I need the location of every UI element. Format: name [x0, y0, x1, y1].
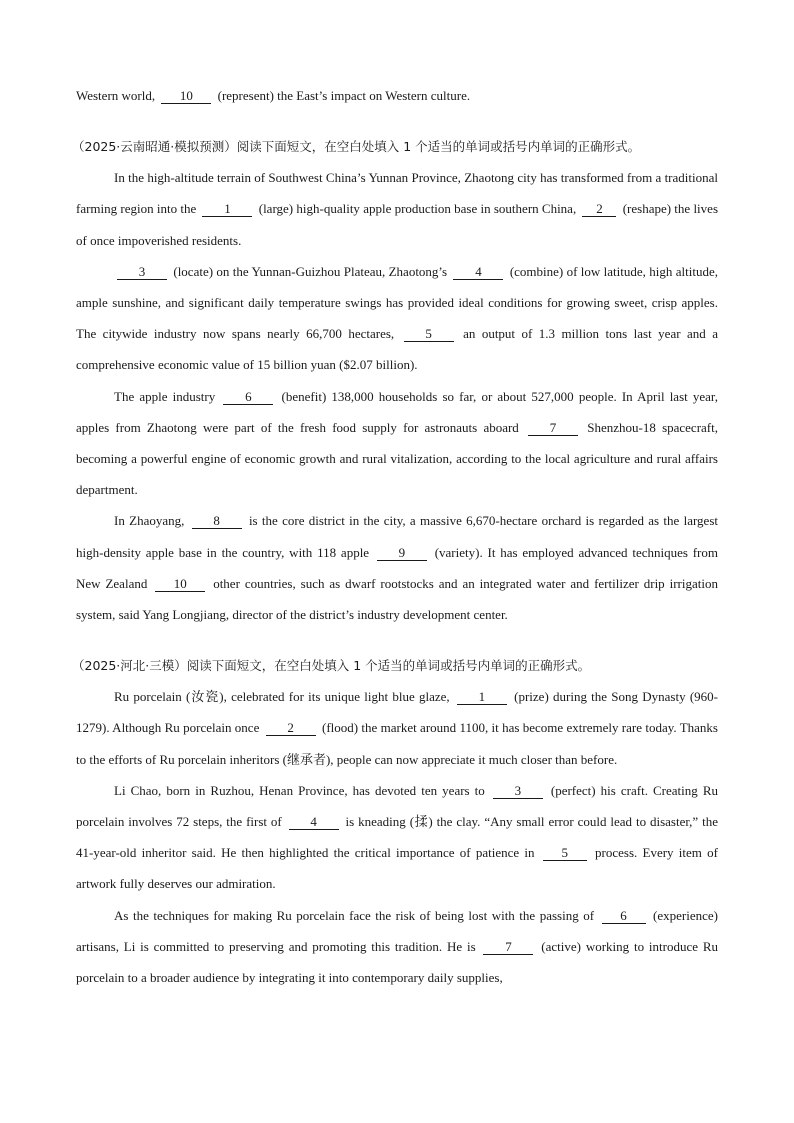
text-segment: is kneading (揉) the clay. “Any small error could lead to disaster,” the 41-year-old inheritor said. He then highlighted the critical importance of patience in [76, 814, 718, 861]
text-segment: is the core district in the city, a massive 6,670-hectare orchard is regarded as the largest high-density apple base in the country, with 118 apple [76, 513, 719, 560]
answer-blank-3[interactable]: 3 [117, 265, 167, 280]
section-heading: （2025·河北·三模）阅读下面短文，在空白处填入 1 个适当的单词或括号内单词的正确形式。 [72, 658, 591, 674]
text-segment: (variety). It has employed advanced techniques from New Zealand [76, 544, 719, 591]
passage-paragraph [76, 900, 718, 994]
passage-paragraph [76, 681, 718, 775]
text-segment: Western world, [76, 88, 159, 103]
answer-blank-10[interactable]: 10 [161, 89, 211, 104]
answer-blank-7[interactable]: 7 [483, 940, 533, 955]
answer-blank-9[interactable]: 9 [377, 546, 427, 561]
answer-blank-4[interactable]: 4 [289, 815, 339, 830]
text-segment: (active) working to introduce Ru porcelain to a broader audience by integrating it into contemporary daily supplies, [76, 938, 718, 986]
answer-blank-5[interactable]: 5 [404, 327, 454, 342]
text-segment: In the high-altitude terrain of Southwest China’s Yunnan Province, Zhaotong city has transformed from a traditional farming region into the [76, 170, 718, 217]
passage-paragraph [76, 381, 718, 506]
text-segment: (represent) the East’s impact on Western culture. [214, 88, 471, 103]
carryover-line [76, 80, 718, 111]
answer-blank-6[interactable]: 6 [602, 909, 646, 924]
passage-paragraph [76, 162, 718, 256]
answer-blank-4[interactable]: 4 [453, 265, 503, 280]
section-heading: （2025·云南昭通·模拟预测）阅读下面短文，在空白处填入 1 个适当的单词或括号内单词的正确形式。 [72, 139, 641, 155]
answer-blank-2[interactable]: 2 [266, 721, 316, 736]
passage-paragraph [76, 505, 718, 630]
text-segment: process. Every item of artwork fully deserves our admiration. [76, 845, 718, 892]
text-segment: (locate) on the Yunnan-Guizhou Plateau, Zhaotong’s [170, 263, 451, 279]
answer-blank-10[interactable]: 10 [155, 577, 205, 592]
text-segment: (flood) the market around 1100, it has become extremely rare today. Thanks to the efforts of Ru porcelain inheritors (继承者), people can now appreciate it much closer than before. [76, 720, 718, 767]
text-segment: Li Chao, born in Ruzhou, Henan Province, has devoted ten years to [114, 782, 490, 798]
answer-blank-5[interactable]: 5 [543, 846, 587, 861]
text-segment: (prize) during the Song Dynasty (960-1279). Although Ru porcelain once [76, 689, 718, 736]
text-segment: (benefit) 138,000 households so far, or about 527,000 people. In April last year, apples from Zhaotong were part of the fresh food supply for astronauts aboard [76, 388, 718, 435]
text-segment: The apple industry [114, 388, 221, 404]
text-segment: (experience) artisans, Li is committed to preserving and promoting this tradition. He is [76, 907, 719, 954]
answer-blank-8[interactable]: 8 [192, 514, 242, 529]
text-segment: As the techniques for making Ru porcelain face the risk of being lost with the passing of [114, 907, 599, 923]
spacer [76, 111, 718, 131]
text-segment: (perfect) his craft. Creating Ru porcelain involves 72 steps, the first of [76, 782, 719, 830]
text-segment: (large) high-quality apple production base in southern China, [255, 201, 580, 217]
text-segment: (combine) of low latitude, high altitude, ample sunshine, and significant daily temperature swings has provided ideal conditions for growing sweet, crisp apples. The citywide industry now spans nearly 66,700 hectares, [76, 263, 718, 342]
text-segment: other countries, such as dwarf rootstocks and an integrated water and fertilizer drip irrigation system, said Yang Longjiang, director of the district’s industry development center. [76, 575, 718, 623]
answer-blank-6[interactable]: 6 [223, 390, 273, 405]
passage-paragraph [76, 775, 718, 900]
text-segment: Shenzhou-18 spacecraft, becoming a powerful engine of economic growth and rural vitalization, according to the local agriculture and rural affairs department. [76, 419, 718, 498]
text-segment: In Zhaoyang, [114, 513, 189, 529]
passage-paragraph [76, 256, 718, 381]
answer-blank-1[interactable]: 1 [457, 690, 507, 705]
spacer [76, 630, 718, 650]
answer-blank-3[interactable]: 3 [493, 784, 543, 799]
text-segment: (reshape) the lives of once impoverished residents. [76, 201, 718, 248]
answer-blank-7[interactable]: 7 [528, 421, 578, 436]
answer-blank-2[interactable]: 2 [582, 202, 616, 217]
answer-blank-1[interactable]: 1 [202, 202, 252, 217]
text-segment: an output of 1.3 million tons last year and a comprehensive economic value of 15 billion yuan ($2.07 billion). [76, 326, 718, 373]
text-segment: Ru porcelain (汝瓷), celebrated for its unique light blue glaze, [114, 689, 454, 705]
